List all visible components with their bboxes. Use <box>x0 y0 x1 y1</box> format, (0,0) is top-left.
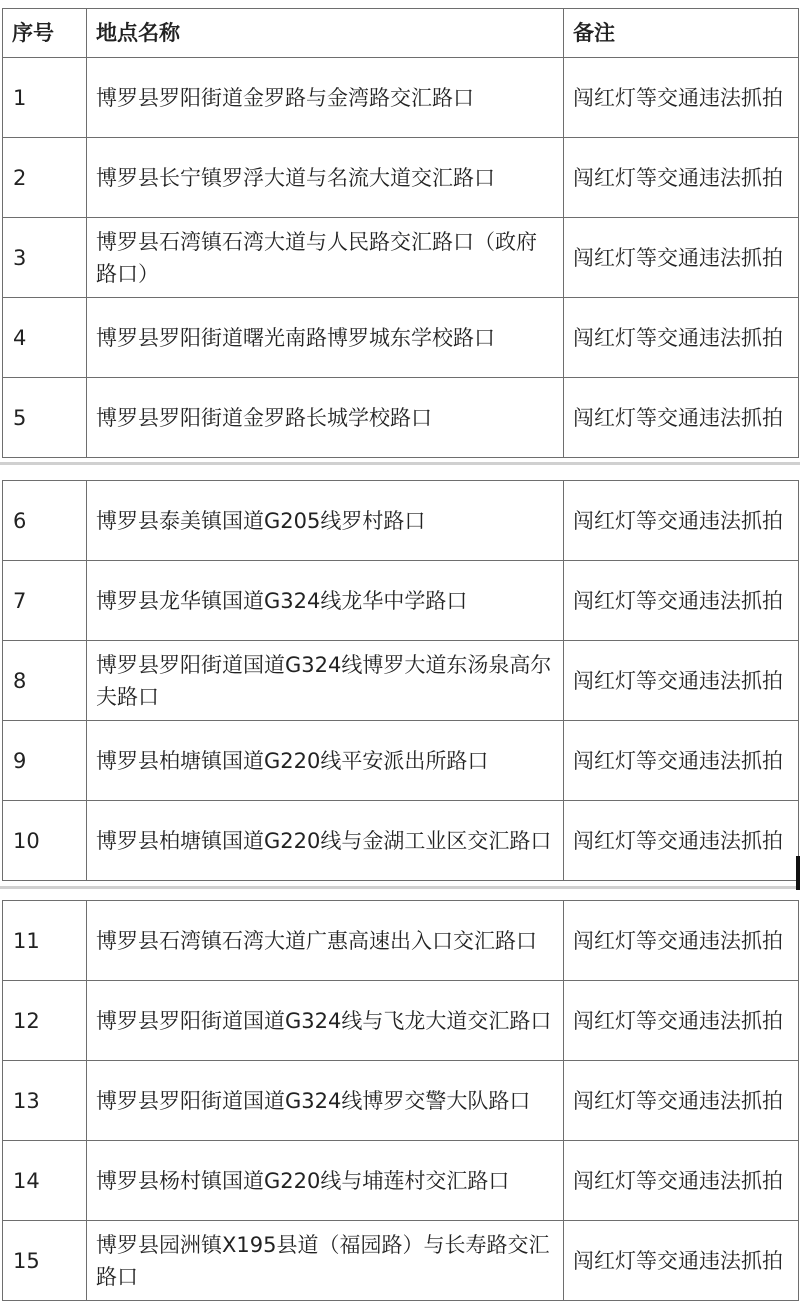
row-location: 博罗县柏塘镇国道G220线平安派出所路口 <box>87 721 564 801</box>
row-index: 8 <box>3 641 87 721</box>
row-location: 博罗县罗阳街道曙光南路博罗城东学校路口 <box>87 298 564 378</box>
row-index: 5 <box>3 378 87 458</box>
row-remark: 闯红灯等交通违法抓拍 <box>564 641 799 721</box>
row-index: 12 <box>3 981 87 1061</box>
row-remark: 闯红灯等交通违法抓拍 <box>564 298 799 378</box>
row-index: 15 <box>3 1221 87 1301</box>
row-index: 14 <box>3 1141 87 1221</box>
segment-divider <box>0 886 800 889</box>
row-remark: 闯红灯等交通违法抓拍 <box>564 561 799 641</box>
row-index: 13 <box>3 1061 87 1141</box>
table-segment-2 <box>0 480 800 881</box>
row-index: 2 <box>3 138 87 218</box>
row-index: 11 <box>3 901 87 981</box>
table-row <box>3 981 799 1061</box>
row-index: 3 <box>3 218 87 298</box>
table-row <box>3 901 799 981</box>
table-row <box>3 561 799 641</box>
row-index: 7 <box>3 561 87 641</box>
row-remark: 闯红灯等交通违法抓拍 <box>564 378 799 458</box>
row-location: 博罗县长宁镇罗浮大道与名流大道交汇路口 <box>87 138 564 218</box>
row-index: 4 <box>3 298 87 378</box>
table-row <box>3 298 799 378</box>
header-location: 地点名称 <box>87 9 564 58</box>
row-remark: 闯红灯等交通违法抓拍 <box>564 218 799 298</box>
table-row <box>3 138 799 218</box>
table-row <box>3 218 799 298</box>
row-remark: 闯红灯等交通违法抓拍 <box>564 1221 799 1301</box>
row-location: 博罗县杨村镇国道G220线与埔莲村交汇路口 <box>87 1141 564 1221</box>
row-remark: 闯红灯等交通违法抓拍 <box>564 58 799 138</box>
camera-location-table-continued <box>2 900 799 1301</box>
row-remark: 闯红灯等交通违法抓拍 <box>564 981 799 1061</box>
table-row <box>3 1221 799 1301</box>
row-remark: 闯红灯等交通违法抓拍 <box>564 1061 799 1141</box>
row-index: 1 <box>3 58 87 138</box>
row-remark: 闯红灯等交通违法抓拍 <box>564 801 799 881</box>
camera-location-table <box>2 8 799 458</box>
row-index: 10 <box>3 801 87 881</box>
row-remark: 闯红灯等交通违法抓拍 <box>564 481 799 561</box>
table-row <box>3 58 799 138</box>
row-location: 博罗县石湾镇石湾大道广惠高速出入口交汇路口 <box>87 901 564 981</box>
segment-divider <box>0 462 800 465</box>
table-row <box>3 1061 799 1141</box>
table-row <box>3 641 799 721</box>
row-location: 博罗县龙华镇国道G324线龙华中学路口 <box>87 561 564 641</box>
row-index: 6 <box>3 481 87 561</box>
row-remark: 闯红灯等交通违法抓拍 <box>564 1141 799 1221</box>
table-header-row <box>3 9 799 58</box>
header-index: 序号 <box>3 9 87 58</box>
table-segment-3 <box>0 900 800 1301</box>
row-location: 博罗县罗阳街道金罗路与金湾路交汇路口 <box>87 58 564 138</box>
table-row <box>3 481 799 561</box>
row-remark: 闯红灯等交通违法抓拍 <box>564 901 799 981</box>
row-remark: 闯红灯等交通违法抓拍 <box>564 138 799 218</box>
table-row <box>3 1141 799 1221</box>
row-remark: 闯红灯等交通违法抓拍 <box>564 721 799 801</box>
header-remark: 备注 <box>564 9 799 58</box>
row-location: 博罗县泰美镇国道G205线罗村路口 <box>87 481 564 561</box>
camera-location-table-continued <box>2 480 799 881</box>
table-row <box>3 378 799 458</box>
row-location: 博罗县罗阳街道国道G324线与飞龙大道交汇路口 <box>87 981 564 1061</box>
row-location: 博罗县石湾镇石湾大道与人民路交汇路口（政府路口） <box>87 218 564 298</box>
row-location: 博罗县柏塘镇国道G220线与金湖工业区交汇路口 <box>87 801 564 881</box>
scroll-edge-marker <box>796 856 800 890</box>
table-row <box>3 721 799 801</box>
row-location: 博罗县罗阳街道国道G324线博罗交警大队路口 <box>87 1061 564 1141</box>
table-row <box>3 801 799 881</box>
row-location: 博罗县罗阳街道国道G324线博罗大道东汤泉高尔夫路口 <box>87 641 564 721</box>
row-location: 博罗县园洲镇X195县道（福园路）与长寿路交汇路口 <box>87 1221 564 1301</box>
row-index: 9 <box>3 721 87 801</box>
row-location: 博罗县罗阳街道金罗路长城学校路口 <box>87 378 564 458</box>
table-segment-1 <box>0 8 800 458</box>
